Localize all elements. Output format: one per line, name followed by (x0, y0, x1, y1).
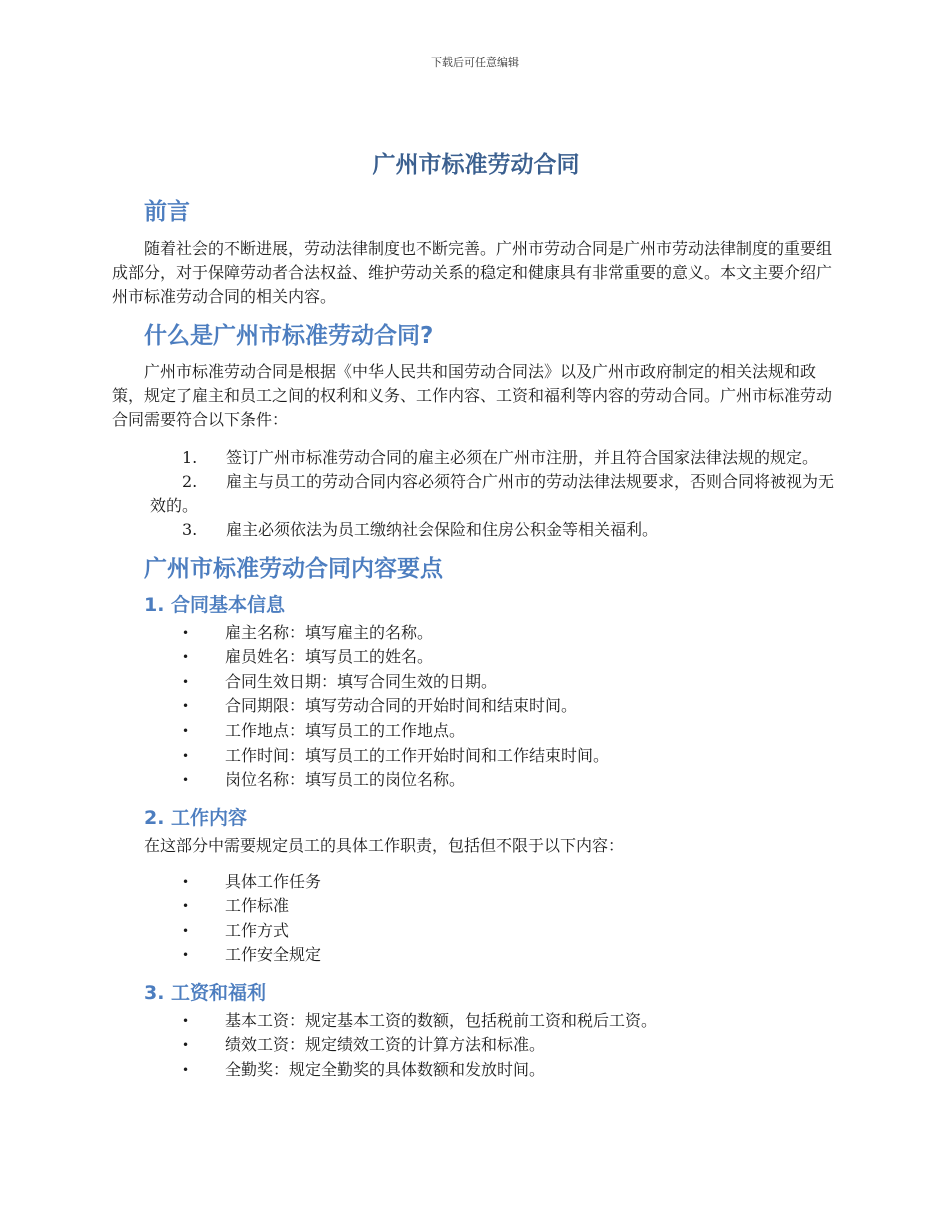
list-item (112, 768, 840, 793)
list-item (112, 744, 840, 769)
bullet-icon: • (182, 1013, 190, 1028)
subsection-heading-basic: 1. 合同基本信息 (144, 593, 286, 616)
bullet-icon: • (182, 674, 190, 689)
section-heading-points: 广州市标准劳动合同内容要点 (144, 556, 443, 583)
list-item (112, 1033, 840, 1058)
bullet-icon: • (182, 874, 190, 889)
list-item (112, 694, 840, 719)
basic-info-list (112, 621, 840, 793)
bullet-icon: • (182, 650, 190, 665)
list-item (112, 894, 840, 919)
list-item-text: 雇主必须依法为员工缴纳社会保险和住房公积金等相关福利。 (226, 520, 659, 540)
bullet-icon: • (182, 1062, 190, 1077)
list-item-text: 基本工资：规定基本工资的数额，包括税前工资和税后工资。 (225, 1010, 658, 1030)
pay-list (112, 1009, 840, 1083)
list-item (112, 943, 840, 968)
header-note: 下载后可任意编辑 (431, 56, 519, 69)
bullet-icon: • (182, 899, 190, 914)
bullet-icon: • (182, 773, 190, 788)
subsection-heading-pay: 3. 工资和福利 (144, 981, 267, 1004)
bullet-icon: • (182, 948, 190, 963)
list-item-text: 合同期限：填写劳动合同的开始时间和结束时间。 (225, 696, 578, 716)
bullet-icon: • (182, 1038, 190, 1053)
document-title: 广州市标准劳动合同 (372, 152, 580, 178)
what-paragraph: 广州市标准劳动合同是根据《中华人民共和国劳动合同法》以及广州市政府制定的相关法规和政策，规定了雇主和员工之间的权利和义务、工作内容、工资和福利等内容的劳动合同。广州市标准劳动合同需要符合以下条件： (112, 362, 833, 430)
work-intro: 在这部分中需要规定员工的具体工作职责，包括但不限于以下内容： (144, 835, 625, 855)
list-item (112, 645, 840, 670)
list-item (112, 518, 840, 542)
list-item-text: 工作标准 (225, 896, 290, 916)
list-item-text: 工作时间：填写员工的工作开始时间和工作结束时间。 (225, 745, 610, 765)
list-item (112, 470, 840, 518)
section-heading-what: 什么是广州市标准劳动合同? (144, 322, 434, 349)
list-item-text: 具体工作任务 (225, 871, 322, 891)
list-item-text: 合同生效日期：填写合同生效的日期。 (225, 671, 498, 691)
bullet-icon: • (182, 625, 190, 640)
list-item-text: 岗位名称：填写员工的岗位名称。 (225, 770, 466, 790)
list-item (112, 719, 840, 744)
list-item-text: 绩效工资：规定绩效工资的计算方法和标准。 (225, 1035, 546, 1055)
list-item-text: 雇主名称：填写雇主的名称。 (225, 622, 434, 642)
list-item (112, 870, 840, 895)
list-item-text: 工作地点：填写员工的工作地点。 (225, 720, 466, 740)
bullet-icon: • (182, 748, 190, 763)
subsection-heading-work: 2. 工作内容 (144, 806, 248, 829)
list-item (112, 670, 840, 695)
list-number: 1. (182, 448, 198, 468)
list-number: 3. (182, 520, 198, 540)
work-list (112, 870, 840, 968)
intro-paragraph: 随着社会的不断进展，劳动法律制度也不断完善。广州市劳动合同是广州市劳动法律制度的重要组成部分，对于保障劳动者合法权益、维护劳动关系的稳定和健康具有非常重要的意义。本文主要介绍广州市标准劳动合同的相关内容。 (112, 238, 833, 306)
bullet-icon: • (182, 723, 190, 738)
list-item-text: 工作方式 (225, 920, 290, 940)
list-item (112, 919, 840, 944)
document-page (112, 146, 840, 1096)
bullet-icon: • (182, 699, 190, 714)
list-item-text: 雇员姓名：填写员工的姓名。 (225, 647, 434, 667)
list-item-text: 雇主与员工的劳动合同内容必须符合广州市的劳动法律法规要求，否则合同将被视为无效的。 (150, 472, 835, 516)
bullet-icon: • (182, 923, 190, 938)
list-item (112, 1009, 840, 1034)
list-item-text: 全勤奖：规定全勤奖的具体数额和发放时间。 (225, 1059, 546, 1079)
list-item-text: 工作安全规定 (225, 945, 322, 965)
list-item-text: 签订广州市标准劳动合同的雇主必须在广州市注册，并且符合国家法律法规的规定。 (226, 448, 819, 468)
list-item (112, 1058, 840, 1083)
conditions-list (112, 446, 840, 542)
list-item (112, 621, 840, 646)
section-heading-intro: 前言 (144, 199, 190, 225)
list-item (112, 446, 840, 470)
list-number: 2. (182, 472, 198, 492)
